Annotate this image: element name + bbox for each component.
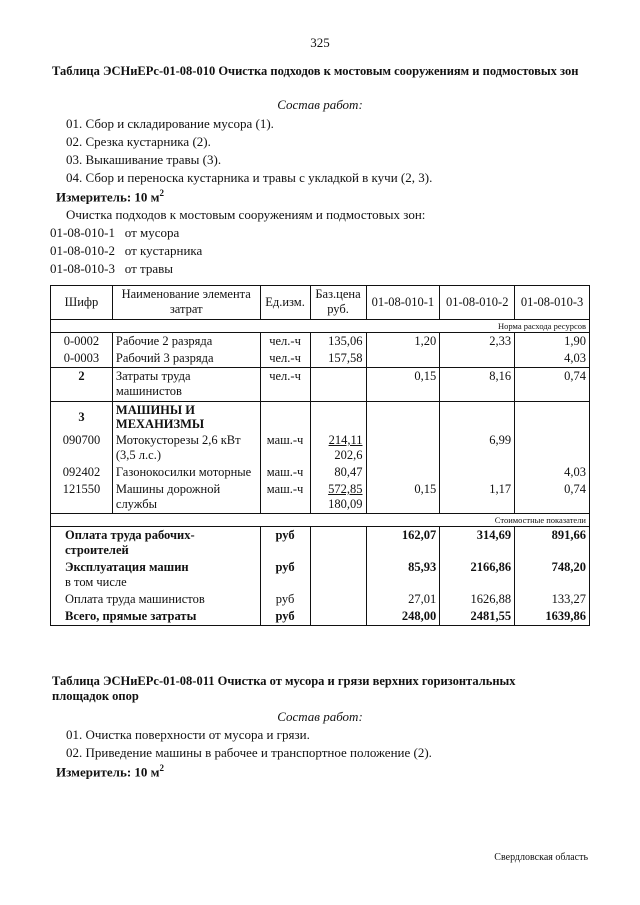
cost-v3: 1639,86 [515, 608, 590, 626]
table-row [51, 350, 590, 368]
table1-work-2: 02. Срезка кустарника (2). [66, 134, 211, 149]
row-price-sub: 180,09 [328, 497, 363, 511]
norm-label-row [51, 320, 590, 333]
row-price-sub: 202,6 [334, 448, 363, 462]
footer-region: Свердловская область [494, 852, 588, 863]
table2-work-1: 01. Очистка поверхности от мусора и грязи. [66, 727, 310, 742]
code-line-3 [50, 261, 173, 277]
row-price: 80,47 [310, 464, 366, 481]
row-name: МАШИНЫ И МЕХАНИЗМЫ [112, 402, 260, 433]
cost-v1: 162,07 [366, 527, 440, 560]
table2-measurer [56, 763, 164, 780]
cost-name-main: Эксплуатация машин [65, 560, 189, 574]
cost-unit: руб [260, 591, 310, 608]
row-price [310, 368, 366, 402]
cost-unit: руб [260, 608, 310, 626]
cost-row [51, 527, 590, 560]
row-price: 157,58 [310, 350, 366, 368]
code-2-text: от кустарника [124, 243, 203, 258]
table2-work-2: 02. Приведение машины в рабочее и транспортное положение (2). [66, 745, 432, 760]
table1-work-4: 04. Сбор и переноска кустарника и травы с укладкой в кучи (2, 3). [66, 170, 433, 185]
norm-label: Норма расхода ресурсов [51, 320, 590, 333]
cost-v2: 2166,86 [440, 559, 515, 591]
row-v3: 4,03 [515, 464, 590, 481]
cost-v2: 2481,55 [440, 608, 515, 626]
row-unit: чел.-ч [260, 350, 310, 368]
table-row [51, 368, 590, 402]
row-price: 135,06 [310, 333, 366, 351]
row-code: 092402 [51, 464, 113, 481]
estimate-table [50, 285, 590, 626]
header-col1: 01-08-010-1 [366, 286, 440, 320]
cost-v1: 27,01 [366, 591, 440, 608]
row-price [310, 432, 366, 464]
row-unit: чел.-ч [260, 368, 310, 402]
row-unit: чел.-ч [260, 333, 310, 351]
table2-composition-title: Состав работ: [277, 709, 363, 724]
row-v3 [515, 432, 590, 464]
row-price-main: 572,85 [328, 482, 363, 496]
header-cipher: Шифр [51, 286, 113, 320]
row-v3: 1,90 [515, 333, 590, 351]
row-code: 3 [51, 402, 113, 433]
row-v2: 6,99 [440, 432, 515, 464]
row-code: 2 [51, 368, 113, 402]
row-v1 [366, 432, 440, 464]
row-v1 [366, 350, 440, 368]
page-number: 325 [310, 35, 330, 50]
code-1-text: от мусора [124, 225, 180, 240]
row-code: 0-0003 [51, 350, 113, 368]
cost-label: Стоимостные показатели [51, 514, 590, 527]
row-v2 [440, 464, 515, 481]
row-code: 0-0002 [51, 333, 113, 351]
row-name: Газонокосилки моторные [112, 464, 260, 481]
cost-name: Всего, прямые затраты [51, 608, 261, 626]
table1-work-3: 03. Выкашивание травы (3). [66, 152, 222, 167]
code-1: 01-08-010-1 [50, 225, 115, 240]
table-row [51, 333, 590, 351]
code-3: 01-08-010-3 [50, 261, 115, 276]
cost-row [51, 559, 590, 591]
code-2: 01-08-010-2 [50, 243, 115, 258]
cost-name: Оплата труда рабочих-строителей [51, 527, 261, 560]
cost-label-row [51, 514, 590, 527]
table1-measurer-label: Измеритель: 10 м [56, 189, 160, 205]
row-unit: маш.-ч [260, 481, 310, 514]
row-name: Мотокусторезы 2,6 кВт (3,5 л.с.) [112, 432, 260, 464]
table-row [51, 481, 590, 514]
header-col2: 01-08-010-2 [440, 286, 515, 320]
cost-unit: руб [260, 527, 310, 560]
cost-name-sub: в том числе [65, 575, 127, 589]
row-name: Рабочие 2 разряда [112, 333, 260, 351]
row-name: Машины дорожной службы [112, 481, 260, 514]
cost-unit: руб [260, 559, 310, 591]
row-unit: маш.-ч [260, 464, 310, 481]
row-v1: 1,20 [366, 333, 440, 351]
header-col3: 01-08-010-3 [515, 286, 590, 320]
row-v1: 0,15 [366, 368, 440, 402]
table2-title: Таблица ЭСНиЕРс-01-08-011 Очистка от мусора и грязи верхних горизонтальных площадок опор [52, 674, 516, 703]
header-unit: Ед.изм. [260, 286, 310, 320]
row-v2: 1,17 [440, 481, 515, 514]
row-v2: 8,16 [440, 368, 515, 402]
row-v1 [366, 464, 440, 481]
row-v2: 2,33 [440, 333, 515, 351]
table-row [51, 464, 590, 481]
row-price [310, 481, 366, 514]
row-v2 [440, 350, 515, 368]
cost-v2: 1626,88 [440, 591, 515, 608]
row-unit: маш.-ч [260, 432, 310, 464]
row-name: Затраты труда машинистов [112, 368, 260, 402]
row-code: 090700 [51, 432, 113, 464]
row-v3: 0,74 [515, 481, 590, 514]
table1-work-1: 01. Сбор и складирование мусора (1). [66, 116, 274, 131]
table-row [51, 432, 590, 464]
row-code: 121550 [51, 481, 113, 514]
code-line-2 [50, 243, 202, 259]
cost-name: Оплата труда машинистов [51, 591, 261, 608]
table1-intro: Очистка подходов к мостовым сооружениям и подмостовых зон: [66, 207, 426, 222]
cost-v3: 891,66 [515, 527, 590, 560]
code-3-text: от травы [124, 261, 173, 276]
row-v1: 0,15 [366, 481, 440, 514]
table2-measurer-label: Измеритель: 10 м [56, 764, 160, 780]
header-name: Наименование элемента затрат [112, 286, 260, 320]
row-v3: 0,74 [515, 368, 590, 402]
header-base-price: Баз.цена руб. [310, 286, 366, 320]
cost-v2: 314,69 [440, 527, 515, 560]
cost-v3: 133,27 [515, 591, 590, 608]
cost-row [51, 591, 590, 608]
cost-v1: 248,00 [366, 608, 440, 626]
row-price-main: 214,11 [328, 433, 363, 447]
row-name: Рабочий 3 разряда [112, 350, 260, 368]
row-v3: 4,03 [515, 350, 590, 368]
table2-measurer-sup: 2 [159, 763, 165, 773]
cost-v3: 748,20 [515, 559, 590, 591]
table1-composition-title: Состав работ: [277, 97, 363, 112]
table-row [51, 402, 590, 433]
table1-measurer-sup: 2 [159, 188, 165, 198]
table-header-row [51, 286, 590, 320]
code-line-1 [50, 225, 179, 241]
cost-v1: 85,93 [366, 559, 440, 591]
table1-title: Таблица ЭСНиЕРс-01-08-010 Очистка подходов к мостовым сооружениям и подмостовых зон [52, 64, 579, 78]
table1-measurer [56, 188, 164, 205]
cost-name [51, 559, 261, 591]
cost-total-row [51, 608, 590, 626]
